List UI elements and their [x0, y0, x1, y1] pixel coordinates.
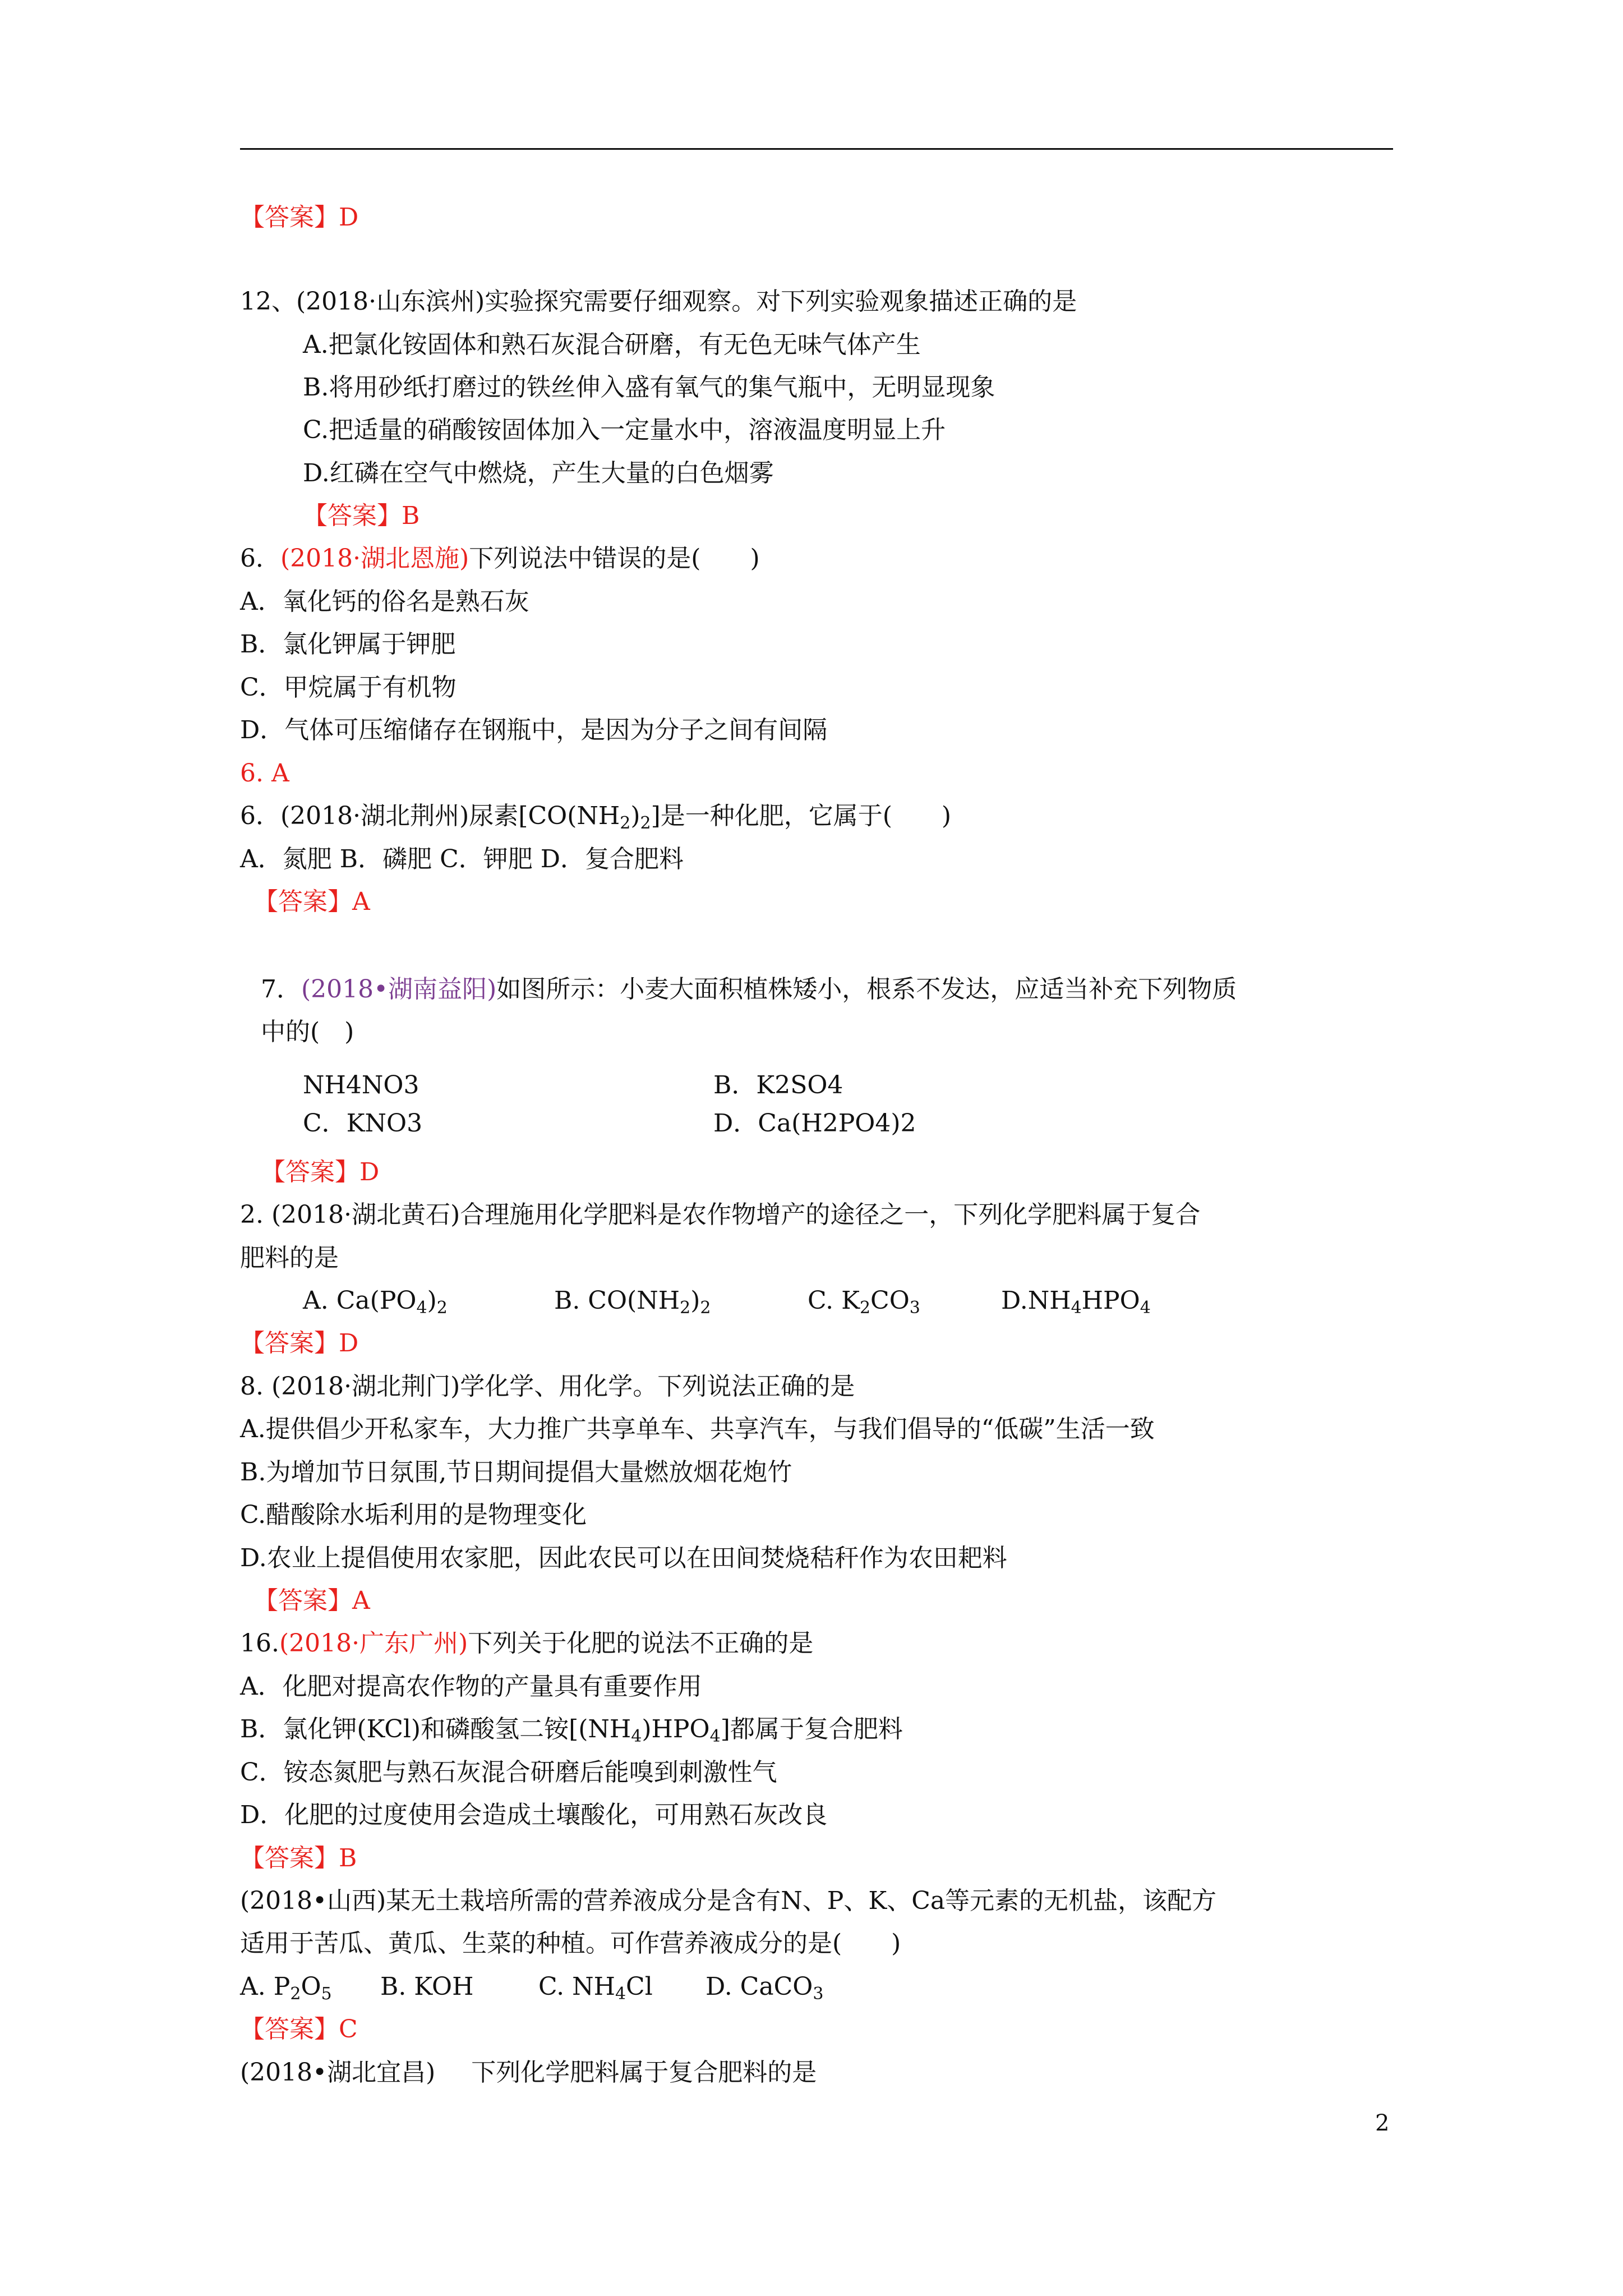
qsx-option-b: B. KOH — [380, 1972, 474, 2001]
q7-option-a: NH4NO3 — [303, 1071, 419, 1099]
q16-option-b: B．氯化钾(KCl)和磷酸氢二铵$[(NH_4)HPO_4]$都属于复合肥料 — [240, 1715, 903, 1746]
q12-answer: 【答案】B — [303, 501, 420, 530]
q12-option-c: C.把适量的硝酸铵固体加入一定量水中，溶液温度明显上升 — [303, 416, 946, 444]
q7-answer: 【答案】D — [261, 1158, 380, 1186]
q8-stem: 8. (2018·湖北荆门)学化学、用化学。下列说法正确的是 — [240, 1372, 855, 1401]
q7-option-d: D．Ca(H2PO4)2 — [713, 1109, 916, 1138]
q7-stem-line1: 7．(2018•湖南益阳)如图所示：小麦大面积植株矮小，根系不发达，应适当补充下列物质 — [261, 975, 1237, 1004]
q6b-answer: 【答案】A — [253, 887, 370, 916]
qsx-option-d: D. CaCO$_3$ — [706, 1972, 824, 2004]
qsx-stem-line1: (2018•山西)某无土栽培所需的营养液成分是含有N、P、K、Ca等元素的无机盐，该配方 — [240, 1887, 1217, 1915]
q16-option-a: A．化肥对提高农作物的产量具有重要作用 — [240, 1672, 702, 1701]
q7-option-b: B．K2SO4 — [713, 1071, 843, 1099]
q8-option-d: D.农业上提倡使用农家肥，因此农民可以在田间焚烧秸秆作为农田耙料 — [240, 1544, 1007, 1572]
q12-option-b: B.将用砂纸打磨过的铁丝伸入盛有氧气的集气瓶中，无明显现象 — [303, 373, 995, 402]
q2-option-c: C. $K_2CO_3$ — [808, 1286, 920, 1318]
q6b-options: A．氮肥 B．磷肥 C．钾肥 D．复合肥料 — [240, 845, 684, 873]
q2-answer: 【答案】D — [240, 1329, 359, 1358]
q2-stem-line2: 肥料的是 — [240, 1244, 339, 1272]
q16-answer: 【答案】B — [240, 1844, 357, 1872]
q16-option-d: D．化肥的过度使用会造成土壤酸化，可用熟石灰改良 — [240, 1801, 828, 1829]
q16-option-c: C．铵态氮肥与熟石灰混合研磨后能嗅到刺激性气 — [240, 1758, 777, 1787]
q6a-stem: 6．(2018·湖北恩施)下列说法中错误的是( ) — [240, 544, 760, 573]
header-rule — [240, 148, 1393, 150]
qsx-stem-line2: 适用于苦瓜、黄瓜、生菜的种植。可作营养液成分的是( ) — [240, 1929, 901, 1958]
q6a-option-b: B．氯化钾属于钾肥 — [240, 630, 456, 659]
q6a-option-a: A．氧化钙的俗名是熟石灰 — [240, 587, 529, 616]
q8-option-c: C.醋酸除水垢利用的是物理变化 — [240, 1501, 587, 1529]
q2-option-b: B. $CO(NH_2)_2$ — [554, 1286, 711, 1318]
q2-stem-line1: 2. (2018·湖北黄石)合理施用化学肥料是农作物增产的途径之一，下列化学肥料属于复合 — [240, 1200, 1201, 1229]
q6a-option-d: D．气体可压缩储存在钢瓶中，是因为分子之间有间隔 — [240, 716, 828, 744]
q2-option-a: A. $Ca(PO_4)_2$ — [303, 1286, 448, 1318]
q7-stem-line2: 中的( ) — [261, 1018, 354, 1046]
page-number: 2 — [1375, 2110, 1390, 2136]
qsx-option-c: C. $NH_4Cl$ — [538, 1972, 653, 2004]
answer-prev: 【答案】D — [240, 203, 359, 232]
q8-answer: 【答案】A — [253, 1586, 370, 1615]
q12-stem: 12、(2018·山东滨州)实验探究需要仔细观察。对下列实验观象描述正确的是 — [240, 287, 1077, 316]
q6b-stem: 6．(2018·湖北荆州)尿素$[CO(NH_2)_2]$是一种化肥，它属于( ) — [240, 802, 952, 833]
qsx-answer: 【答案】C — [240, 2015, 358, 2044]
qyc-stem: (2018•湖北宜昌) 下列化学肥料属于复合肥料的是 — [240, 2058, 817, 2087]
q7-option-c: C．KNO3 — [303, 1109, 423, 1138]
q16-stem: 16.(2018·广东广州)下列关于化肥的说法不正确的是 — [240, 1629, 814, 1658]
q12-option-d: D.红磷在空气中燃烧，产生大量的白色烟雾 — [303, 459, 774, 487]
q8-option-a: A.提供倡少开私家车，大力推广共享单车、共享汽车，与我们倡导的“低碳”生活一致 — [240, 1415, 1155, 1443]
qsx-option-a: A. $P_2O_5$ — [240, 1972, 332, 2004]
q6a-option-c: C．甲烷属于有机物 — [240, 673, 457, 702]
q2-option-d: $D.NH_4HPO_4$ — [1001, 1286, 1151, 1318]
q8-option-b: B.为增加节日氛围,节日期间提倡大量燃放烟花炮竹 — [240, 1458, 792, 1487]
q6a-answer: 6. A — [240, 759, 289, 788]
q12-option-a: A.把氯化铵固体和熟石灰混合研磨，有无色无味气体产生 — [303, 330, 921, 359]
